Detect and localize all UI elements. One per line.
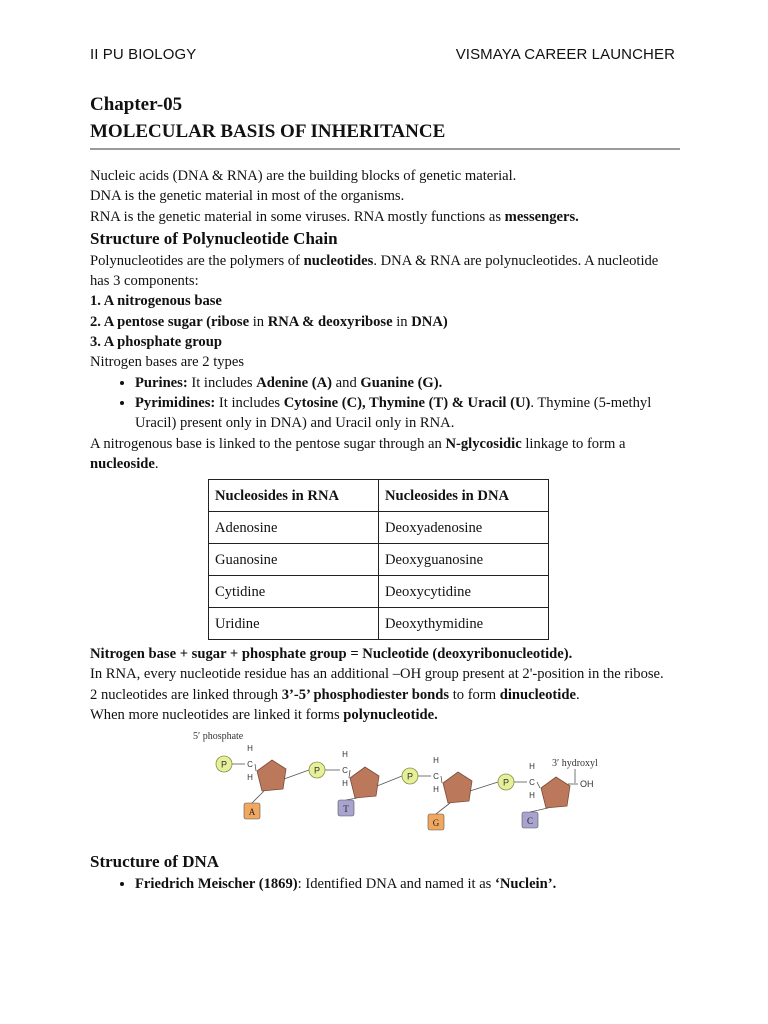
carbon-label: C xyxy=(529,778,535,788)
base-types-list xyxy=(90,373,680,434)
list-item-meischer: • Friedrich Meischer (1869): Identified DNA and named it as ‘Nuclein’. xyxy=(135,874,680,894)
list-item-purines: • Purines: It includes Adenine (A) and Guanine (G). xyxy=(135,373,680,393)
list-item-pyrimidines: • Pyrimidines: It includes Cytosine (C), Thymine (T) & Uracil (U). Thymine (5-methyl Uracil) present only in DNA) and Uracil only in RNA. xyxy=(135,393,680,434)
component-2: 2. A pentose sugar (ribose in RNA & deoxyribose in DNA) xyxy=(90,313,448,330)
nucleotide-formula: Nitrogen base + sugar + phosphate group = Nucleotide (deoxyribonucleotide). xyxy=(90,646,573,663)
hydrogen-label: H xyxy=(342,779,348,789)
figure-label-3-hydroxyl: 3′ hydroxyl xyxy=(552,758,598,770)
glycosidic-bond xyxy=(436,803,450,814)
table-row xyxy=(209,608,549,640)
bond-line xyxy=(537,782,540,788)
table-cell: Deoxyadenosine xyxy=(379,512,549,544)
bond-line xyxy=(441,776,442,783)
sugar-pentagon xyxy=(350,767,379,798)
hydrogen-label: H xyxy=(529,791,535,801)
sugar-pentagon xyxy=(541,777,570,808)
intro-line-2: DNA is the genetic material in most of the organisms. xyxy=(90,188,405,205)
bond-line xyxy=(255,764,256,771)
intro-line-1: Nucleic acids (DNA & RNA) are the building blocks of genetic material. xyxy=(90,168,517,184)
polynucleotide-figure xyxy=(190,731,610,843)
intro-line-3: RNA is the genetic material in some viruses. RNA mostly functions as messengers. xyxy=(90,208,579,225)
hydrogen-label: H xyxy=(342,750,348,760)
table-cell: Deoxycytidine xyxy=(379,576,549,608)
base-label: C xyxy=(526,816,534,827)
phosphodiester-bond xyxy=(470,782,498,791)
carbon-label: C xyxy=(247,760,253,770)
table-cell: Deoxythymidine xyxy=(379,608,549,640)
header-right: VISMAYA CAREER LAUNCHER xyxy=(455,46,675,63)
chapter-number: Chapter-05 xyxy=(90,94,183,115)
glycosidic-paragraph: A nitrogenous base is linked to the pentose sugar through an N-glycosidic linkage to form a nucleoside. xyxy=(90,435,626,472)
base-types-line: Nitrogen bases are 2 types xyxy=(90,354,244,371)
rna-oh-paragraph: In RNA, every nucleotide residue has an additional –OH group present at 2'-position in the ribose. xyxy=(90,666,664,683)
dinucleotide-paragraph: 2 nucleotides are linked through 3’-5’ phosphodiester bonds to form dinucleotide. xyxy=(90,686,580,703)
document-body xyxy=(90,92,680,894)
table-header-dna: Nucleosides in DNA xyxy=(379,480,549,512)
glycosidic-bond xyxy=(252,791,264,803)
table-row xyxy=(209,512,549,544)
polynucleotide-line: When more nucleotides are linked it forms polynucleotide. xyxy=(90,707,438,724)
table-header-rna: Nucleosides in RNA xyxy=(209,480,379,512)
bond-line xyxy=(349,770,350,778)
hydrogen-label: H xyxy=(433,785,439,795)
table-cell: Uridine xyxy=(209,608,379,640)
section-heading-dna: Structure of DNA xyxy=(90,851,220,871)
table-cell: Cytidine xyxy=(209,576,379,608)
table-cell: Adenosine xyxy=(209,512,379,544)
section-heading-polynucleotide: Structure of Polynucleotide Chain xyxy=(90,228,338,248)
base-label: G xyxy=(432,818,440,829)
base-label: T xyxy=(343,804,349,815)
phosphate-label: P xyxy=(502,777,510,788)
table-row xyxy=(209,576,549,608)
header-left: II PU BIOLOGY xyxy=(90,46,197,63)
chapter-title: MOLECULAR BASIS OF INHERITANCE xyxy=(90,118,680,150)
polynucleotide-paragraph: Polynucleotides are the polymers of nucleotides. DNA & RNA are polynucleotides. A nucleotide has 3 components: xyxy=(90,252,659,290)
table-cell: Deoxyguanosine xyxy=(379,544,549,576)
table-cell: Guanosine xyxy=(209,544,379,576)
phosphate-label: P xyxy=(406,771,414,782)
hydrogen-label: H xyxy=(529,762,535,772)
hydrogen-label: H xyxy=(247,744,253,754)
component-3: 3. A phosphate group xyxy=(90,334,222,351)
phosphodiester-bond xyxy=(284,770,309,779)
carbon-label: C xyxy=(433,772,439,782)
phosphodiester-bond xyxy=(377,776,402,786)
hydrogen-label: H xyxy=(433,756,439,766)
table-row xyxy=(209,544,549,576)
dna-history-list xyxy=(90,874,680,894)
glycosidic-bond xyxy=(530,808,548,812)
table-header-row xyxy=(209,480,549,512)
component-1: 1. A nitrogenous base xyxy=(90,293,222,310)
phosphate-label: P xyxy=(313,765,321,776)
sugar-pentagon xyxy=(443,772,472,803)
phosphate-label: P xyxy=(220,759,228,770)
base-label: A xyxy=(248,807,256,818)
hydroxyl-label: OH xyxy=(580,779,594,790)
carbon-label: C xyxy=(342,766,348,776)
nucleosides-table xyxy=(208,479,549,640)
figure-label-5-phosphate: 5′ phosphate xyxy=(193,731,244,743)
sugar-pentagon xyxy=(257,760,286,791)
hydrogen-label: H xyxy=(247,773,253,783)
